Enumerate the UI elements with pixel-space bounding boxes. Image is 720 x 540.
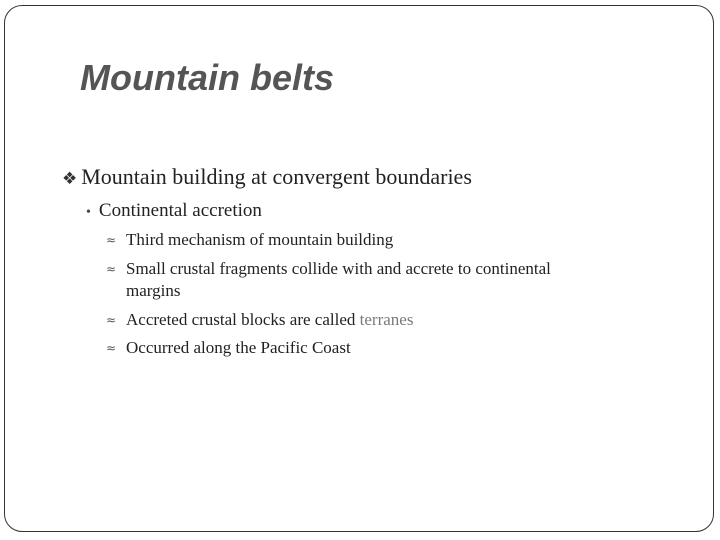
bullet-level1: [62, 163, 472, 193]
bullet-level3-item: [106, 258, 646, 302]
wave-bullet-icon: ≈: [106, 233, 117, 247]
bullet-level2: [86, 198, 262, 226]
wave-bullet-icon: ≈: [106, 313, 117, 327]
bullet-level3-text: Small crustal fragments collide with and accrete to continental: [126, 259, 551, 278]
wave-bullet-icon: ≈: [106, 262, 117, 276]
diamond-bullet-icon: ❖: [62, 169, 78, 189]
bullet-level3-text: Occurred along the Pacific Coast: [126, 338, 351, 357]
bullet-level3-text: [106, 309, 646, 331]
bullet-level3-item: [106, 309, 646, 331]
wave-bullet-icon: ≈: [106, 341, 117, 355]
dot-bullet-icon: •: [86, 205, 91, 220]
bullet-level3-text-main: Accreted crustal blocks are called: [126, 310, 360, 329]
slide-title: Mountain belts: [80, 57, 334, 98]
highlighted-term: terranes: [359, 310, 414, 329]
bullet-level2-text: Continental accretion: [98, 200, 262, 221]
bullet-level3-continuation: margins: [126, 281, 181, 300]
bullet-level1-text: Mountain building at convergent boundaries: [81, 164, 472, 189]
bullet-level3-item: [106, 229, 646, 251]
bullet-level3-item: [106, 337, 646, 359]
bullet-level3-text: Third mechanism of mountain building: [126, 230, 394, 249]
